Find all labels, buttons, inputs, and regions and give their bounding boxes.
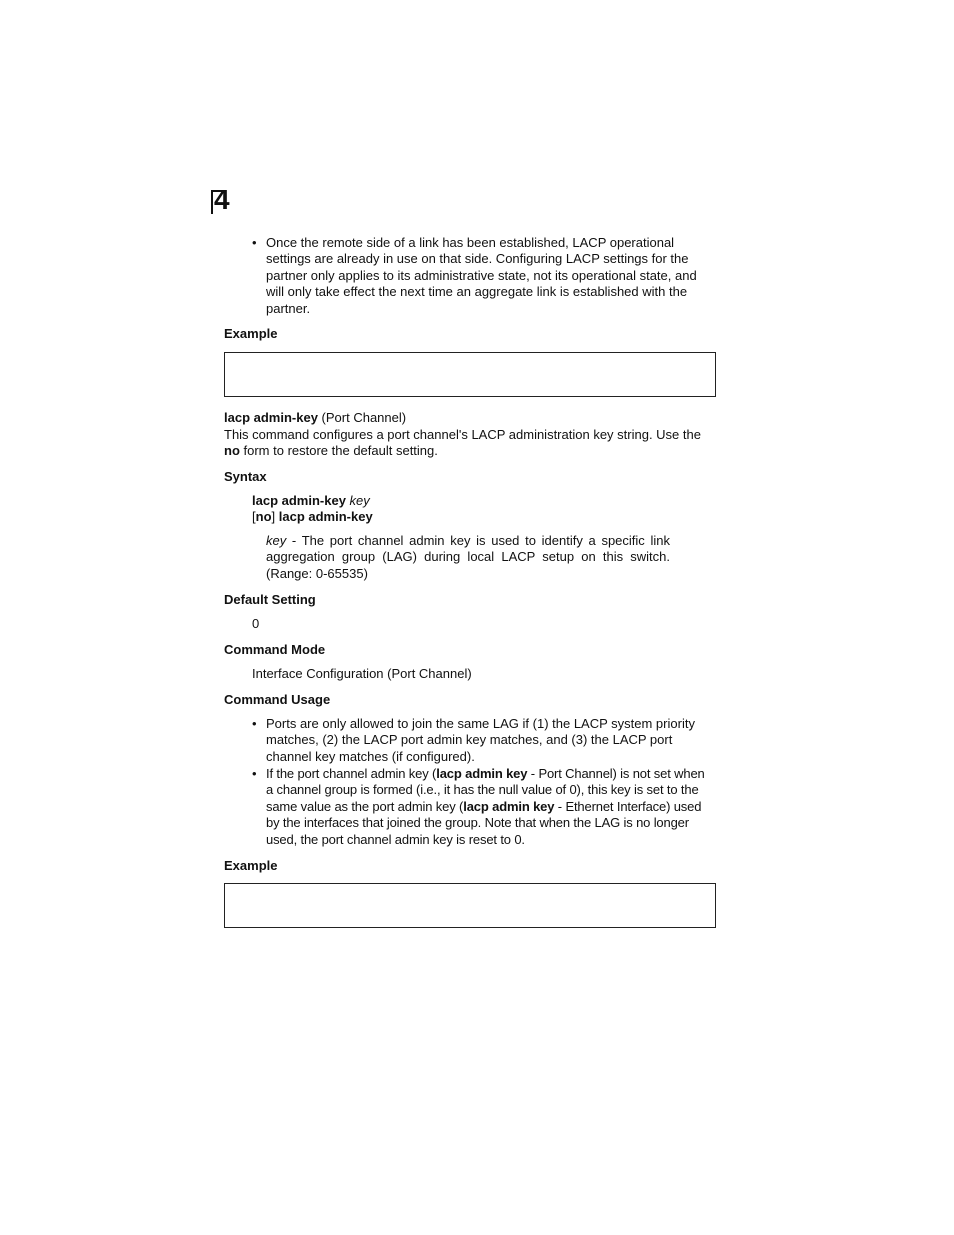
bullet-symbol: • [252,716,257,731]
bullet-symbol: • [252,235,257,250]
command-desc-part2: form to restore the default setting. [239,443,438,459]
syntax-heading: Syntax [224,469,267,484]
command-usage-heading: Command Usage [224,692,331,707]
example-heading-1: Example [224,326,278,341]
command-title [224,410,406,426]
usage-bullet2-cmd-b: lacp admin key [463,798,555,814]
syntax-line2-cmd: lacp admin-key [278,509,373,524]
example-code-box-2 [224,883,716,928]
syntax-line2-open: [ [252,509,256,524]
usage-bullet2-part-c: - Port Channel) is not set when a channel group is formed (i.e., it has the null value of 0), this key is set to the same value as the port admin key ( [266,766,705,814]
command-mode-value: Interface Configuration (Port Channel) [252,666,472,681]
chapter-marker-bar [211,190,213,214]
command-name: lacp admin-key [224,410,318,425]
param-desc: - The port channel admin key is used to identify a specific link aggregation group (LAG) during local LACP setup on this switch. (Range: 0-65535) [266,533,670,581]
default-setting-heading: Default Setting [224,592,316,607]
command-mode-heading: Command Mode [224,642,326,657]
command-desc-part1: This command configures a port channel's LACP administration key string. Use the [224,427,701,442]
command-context: (Port Channel) [317,410,407,425]
default-setting-value: 0 [252,616,260,631]
syntax-line1-arg: key [345,493,370,508]
syntax-parameter [266,533,670,582]
usage-bullet2-cmd-a: lacp admin key [436,766,528,781]
example-heading-2: Example [224,858,278,873]
syntax-line-1 [252,493,370,509]
chapter-marker [211,184,239,215]
syntax-line-2 [252,509,373,525]
command-description [224,427,716,460]
syntax-line1-cmd: lacp admin-key [252,493,346,508]
syntax-line2-close: ] [271,509,279,524]
intro-bullet-text: Once the remote side of a link has been established, LACP operational settings are already in use on that side. Configuring LACP settings for the partner only applies to its administrative state, not its operational state, and will only take effect the next time an aggregate link is established with the partner. [266,235,697,316]
usage-bullet2-part-e: - Ethernet Interface) used by the interfaces that joined the group. Note that when the LAG is no longer used, the port channel admin key is reset to 0. [266,798,702,847]
usage-bullet-1: Ports are only allowed to join the same LAG if (1) the LACP system priority matches, (2) the LACP port admin key matches, and (3) the LACP port channel key matches (if configured). [266,716,695,764]
example-code-box-1 [224,352,716,397]
chapter-number: 4 [214,184,230,215]
usage-bullet-2 [266,766,713,848]
param-name: key [266,533,287,548]
command-desc-no: no [224,443,240,459]
syntax-line2-no: no [255,509,272,524]
usage-bullet2-part-a: If the port channel admin key ( [266,766,437,781]
bullet-symbol: • [252,766,257,781]
